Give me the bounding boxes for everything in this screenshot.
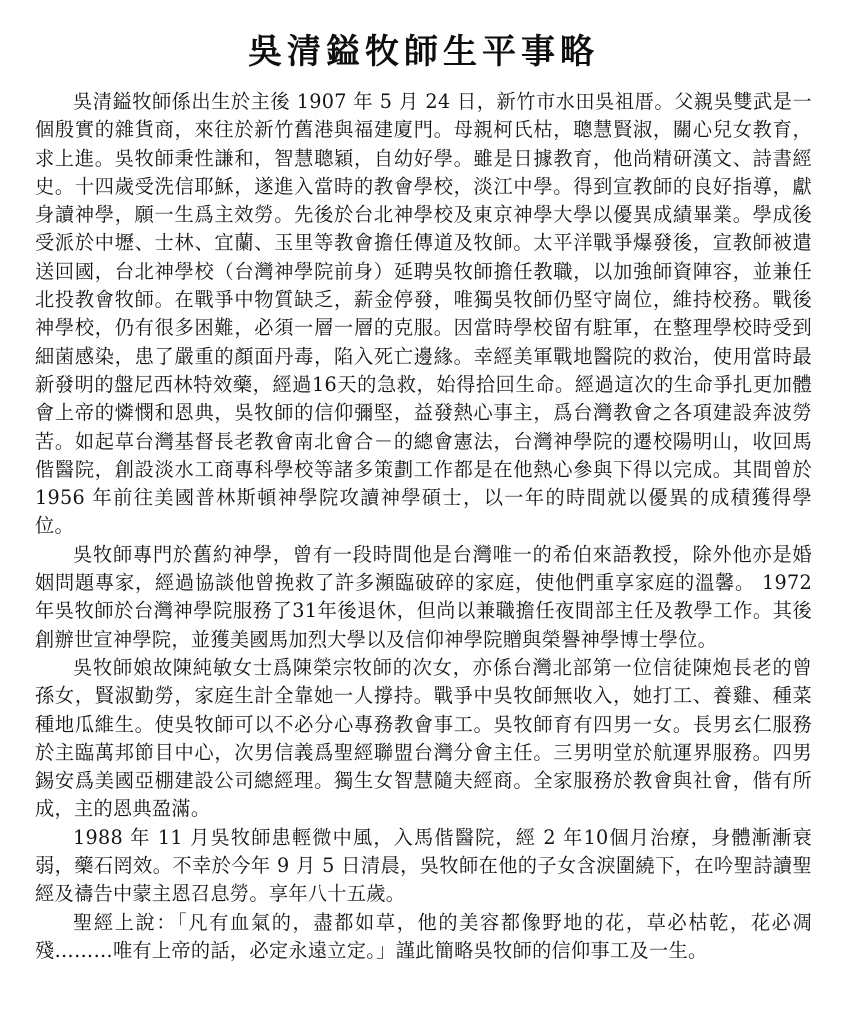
paragraph-family: 吳牧師娘故陳純敏女士爲陳榮宗牧師的次女，亦係台灣北部第一位信徒陳炮長老的曾孫女，賢淑勤勞，家庭生計全靠她一人撐持。戰爭中吳牧師無收入，她打工、養雞、種菜種地瓜維生。使吳牧師可以不必分心專務教會事工。吳牧師育有四男一女。長男玄仁服務於主臨萬邦節目中心，次男信義爲聖經聯盟台灣分會主任。三男明堂於航運界服務。四男錫安爲美國亞棚建設公司總經理。獨生女智慧隨夫經商。全家服務於教會與社會，偕有所成，主的恩典盈滿。	[35, 655, 812, 821]
paragraph-early-life-ministry: 吳清鎰牧師係出生於主後 1907 年 5 月 24 日，新竹市水田吳祖厝。父親吳雙武是一個殷實的雜貨商，來往於新竹舊港與福建廈門。母親柯氏枯，聰慧賢淑，關心兒女教育，求上進。吳牧師秉性謙和，智慧聰穎，自幼好學。雖是日據教育，他尚精研漢文、詩書經史。十四歲受洗信耶穌，遂進入當時的教會學校，淡江中學。得到宣教師的良好指導，獻身讀神學，願一生爲主效勞。先後於台北神學校及東京神學大學以優異成績畢業。學成後受派於中壢、士林、宜蘭、玉里等教會擔任傳道及牧師。太平洋戰爭爆發後，宣教師被遣送回國，台北神學校（台灣神學院前身）延聘吳牧師擔任教職，以加強師資陣容，並兼任北投教會牧師。在戰爭中物質缺乏，薪金停發，唯獨吳牧師仍堅守崗位，維持校務。戰後神學校，仍有很多困難，必須一層一層的克服。因當時學校留有駐軍，在整理學校時受到細菌感染，患了嚴重的顏面丹毒，陷入死亡邊緣。幸經美軍戰地醫院的救治，使用當時最新發明的盤尼西林特效藥，經過16天的急救，始得拾回生命。經過這次的生命爭扎更加體會上帝的憐憫和恩典，吳牧師的信仰彌堅，益發熱心事主，爲台灣教會之各項建設奔波勞苦。如起草台灣基督長老教會南北會合－的總會憲法，台灣神學院的遷校陽明山，收回馬偕醫院，創設淡水工商專科學校等諸多策劃工作都是在他熱心參與下得以完成。其間曾於 1956 年前往美國普林斯頓神學院攻讀神學碩士，以一年的時間就以優異的成積獲得學位。	[35, 90, 812, 538]
paragraph-scripture-closing: 聖經上說：「凡有血氣的，盡都如草，他的美容都像野地的花，草必枯乾，花必凋殘………唯有上帝的話，必定永遠立定。」謹此簡略吳牧師的信仰事工及一生。	[35, 910, 812, 962]
paragraph-final-years: 1988 年 11 月吳牧師患輕微中風，入馬偕醫院，經 2 年10個月治療，身體漸漸衰弱，藥石罔效。不幸於今年 9 月 5 日清晨，吳牧師在他的子女含淚圍繞下，在吟聖詩讀聖經及禱告中蒙主恩召息勞。享年八十五歲。	[35, 825, 812, 906]
document-title: 吳清鎰牧師生平事略	[248, 32, 599, 72]
paragraph-scholarship: 吳牧師專門於舊約神學，曾有一段時間他是台灣唯一的希伯來語教授，除外他亦是婚姻問題專家，經過協談他曾挽救了許多瀕臨破碎的家庭，使他們重享家庭的溫馨。 1972 年吳牧師於台灣神學院服務了31年後退休，但尚以兼職擔任夜間部主任及教學工作。其後創辦世宣神學院，並獲美國馬加烈大學以及信仰神學院贈與榮譽神學博士學位。	[35, 542, 812, 651]
